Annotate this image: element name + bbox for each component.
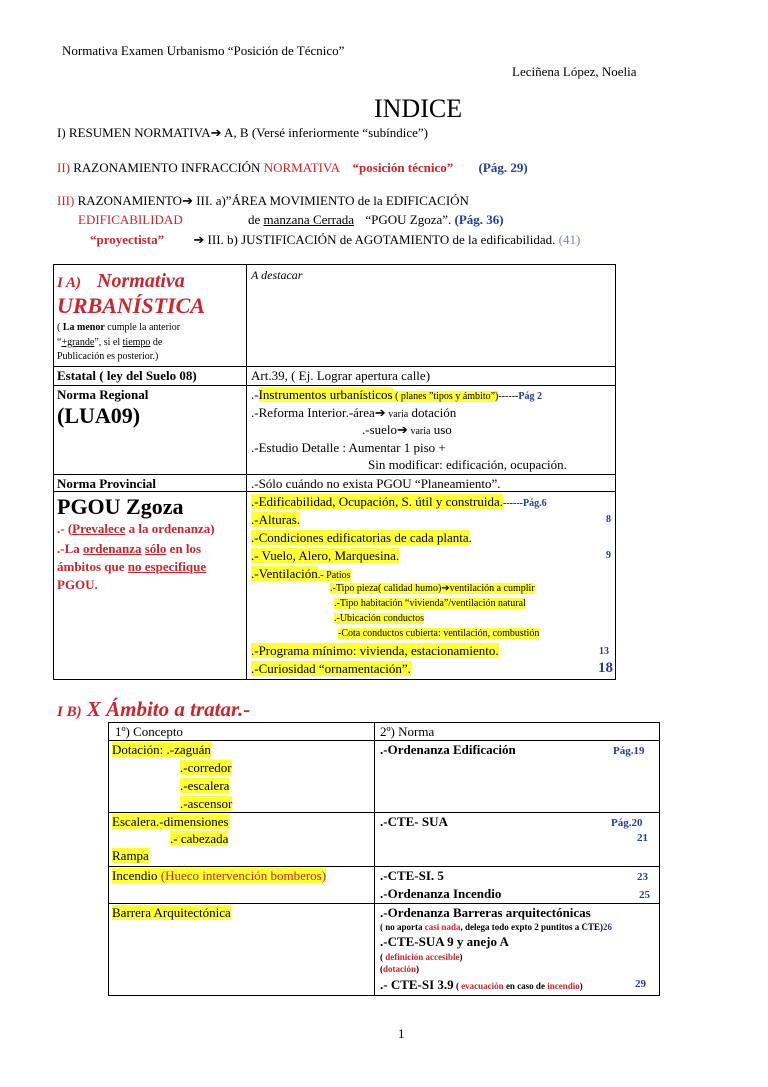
estatal-value: Art.39, ( Ej. Lograr apertura calle) xyxy=(251,368,431,383)
right-arrow-icon: ➔ xyxy=(193,232,205,247)
index-line-5-page: (41) xyxy=(558,232,581,247)
note-text: .- ( xyxy=(57,521,73,536)
index-line-3-rest: III. a)”ÁREA MOVIMIENTO de la EDIFICACIÓN xyxy=(192,193,469,208)
index-line-4-edificabilidad: EDIFICABILIDAD xyxy=(78,212,183,227)
table-a-border-left xyxy=(53,264,54,680)
table-b-border xyxy=(108,866,660,867)
pgou-item-7-page: 18 xyxy=(598,660,613,676)
item-text: ( planes ”tipos y ámbito”) xyxy=(392,391,499,402)
note-text: de xyxy=(150,337,163,348)
note-text: ( xyxy=(57,322,63,333)
table-a-note-3: Publicación es posterior.) xyxy=(57,351,159,362)
row3-page-1: 23 xyxy=(637,871,648,883)
note-text: a la ordenanza) xyxy=(125,521,215,536)
note-text: ámbitos que xyxy=(57,559,128,574)
pgou-note-1 xyxy=(57,521,215,537)
note-text: La menor xyxy=(62,322,105,333)
index-line-4-sep: ”. xyxy=(442,212,455,227)
row1-norma: .-Ordenanza Edificación xyxy=(380,742,516,757)
item-text: .-Tipo habitación “vivienda”/ventilación natural xyxy=(334,598,526,609)
item-text: .-Edificabilidad, Ocupación, S. útil y construida. xyxy=(251,494,503,509)
item-text: .-corredor xyxy=(180,760,232,775)
pgou-subitem-4 xyxy=(338,628,539,639)
provincial-label: Norma Provincial xyxy=(57,476,157,491)
note-text: ordenanza xyxy=(83,541,142,556)
index-line-1-rest: A, B (Versé inferiormente “subíndice”) xyxy=(221,125,428,140)
item-text: .-zaguán xyxy=(163,742,211,757)
item-text: ------ xyxy=(503,498,523,509)
row2-norma: .-CTE- SUA xyxy=(380,814,448,829)
right-arrow-icon: ➔ xyxy=(374,405,386,420)
pgou-item-4 xyxy=(251,548,399,564)
row4-concept xyxy=(112,905,231,921)
note-text: definición accesible xyxy=(385,952,460,962)
table-b-border xyxy=(108,903,660,904)
note-text: no especifique xyxy=(127,559,207,574)
item-text: varia xyxy=(407,426,431,437)
table-b-border-bottom xyxy=(108,995,660,996)
item-text: dotación xyxy=(408,405,457,420)
table-a-note-1 xyxy=(57,322,180,333)
pgou-subitem-2 xyxy=(334,598,526,609)
row3-norma-1: .-CTE-SI. 5 xyxy=(380,868,444,883)
note-text: sólo xyxy=(144,541,167,556)
item-text: .-Curiosidad “ornamentación”. xyxy=(251,661,411,676)
row1-page: Pág.19 xyxy=(613,745,645,757)
row1-concept-2 xyxy=(180,760,232,776)
note-page: 26 xyxy=(603,922,613,932)
pgou-item-5 xyxy=(251,566,351,582)
regional-label: Norma Regional xyxy=(57,387,149,402)
page-title: INDICE xyxy=(374,94,463,123)
index-line-2 xyxy=(57,160,528,176)
item-text: varia xyxy=(385,409,409,420)
note-text: “ xyxy=(57,337,62,348)
index-line-5-text: III. b) JUSTIFICACIÓN de AGOTAMIENTO de la edificabilidad. xyxy=(204,232,559,247)
item-text: .-Reforma Interior.-área xyxy=(251,405,375,420)
table-b-border xyxy=(108,812,660,813)
table-b-border-top xyxy=(108,722,660,723)
pgou-subitem-3 xyxy=(334,613,424,624)
note-text: ”, si el xyxy=(94,337,123,348)
header-left: Normativa Examen Urbanismo “Posición de Técnico” xyxy=(62,43,345,58)
index-line-5 xyxy=(90,232,580,248)
item-text: Barrera Arquitectónica xyxy=(112,905,231,920)
note-text: incendio xyxy=(547,981,580,991)
header-right: Leciñena López, Noelia xyxy=(512,64,637,79)
item-text: .- xyxy=(251,387,259,402)
note-text: ( xyxy=(453,981,462,991)
index-line-2-page: (Pág. 29) xyxy=(478,160,528,175)
regional-item-3 xyxy=(362,422,452,438)
page-number: 1 xyxy=(398,1026,405,1041)
item-text: .- Patios xyxy=(317,570,351,581)
item-text: .-Tipo pieza( calidad humo) xyxy=(330,583,442,594)
pgou-note-2 xyxy=(57,541,201,557)
right-arrow-icon: ➔ xyxy=(397,422,408,437)
row4-note-3 xyxy=(380,964,419,974)
note-text: ( xyxy=(380,964,383,974)
item-text: .-Ubicación conductos xyxy=(334,613,424,624)
pgou-item-6-page: 13 xyxy=(599,646,609,657)
item-text: Dotación: xyxy=(112,742,164,757)
pgou-item-7 xyxy=(251,661,411,677)
table-a-heading-word2: URBANÍSTICA xyxy=(57,293,205,318)
pgou-item-4-page: 9 xyxy=(606,550,611,561)
row4-note-1 xyxy=(380,922,612,932)
section-b-title: X Ámbito a tratar.- xyxy=(81,697,251,721)
index-line-1-text: I) RESUMEN NORMATIVA xyxy=(57,125,211,140)
regional-item-4: .-Estudio Detalle : Aumentar 1 piso + xyxy=(251,440,446,455)
index-line-2-position: “posición técnico” xyxy=(352,160,454,175)
regional-item-5: Sin modificar: edificación, ocupación. xyxy=(368,457,567,472)
table-a-border-right xyxy=(615,264,616,680)
note-text: tiempo xyxy=(122,337,151,348)
row3-norma-2: .-Ordenanza Incendio xyxy=(380,886,502,901)
item-page: Pág.6 xyxy=(522,498,547,509)
table-b-border-left xyxy=(108,722,109,996)
row3-page-2: 25 xyxy=(639,889,650,901)
index-line-2-normativa: NORMATIVA xyxy=(263,160,340,175)
right-arrow-icon: ➔ xyxy=(182,193,193,208)
note-text: evacuación xyxy=(461,981,504,991)
table-a-border-mid xyxy=(246,264,247,680)
index-line-3 xyxy=(57,193,469,209)
item-text: Incendio xyxy=(112,868,158,883)
row2-concept-2 xyxy=(170,831,228,847)
item-text: ------ xyxy=(498,391,519,402)
item-text: uso xyxy=(430,422,452,437)
index-line-5-proyectista: “proyectista” xyxy=(90,232,165,247)
table-b-border xyxy=(108,740,660,741)
pgou-note-3 xyxy=(57,559,206,575)
note-text: ) xyxy=(459,952,463,962)
item-text: Escalera.-dimensiones xyxy=(112,814,229,829)
row1-concept-4 xyxy=(180,796,232,812)
note-text: ( no aporta xyxy=(380,922,425,932)
table-b-border-right xyxy=(659,722,660,996)
item-text: Rampa xyxy=(112,848,149,863)
item-page: Pág 2 xyxy=(518,391,542,402)
table-b-border-mid xyxy=(374,722,375,996)
index-line-3-text: RAZONAMIENTO xyxy=(74,193,183,208)
index-line-2-number: II) xyxy=(57,160,70,175)
item-text: .-ascensor xyxy=(180,796,233,811)
table-b-col-norma: 2º) Norma xyxy=(380,724,435,739)
note-text: , delega todo expto 2 puntitos a CTE) xyxy=(460,922,604,932)
table-b-col-concepto: 1º) Concepto xyxy=(115,724,183,739)
table-a-heading-number: I A) xyxy=(57,275,82,291)
table-a-border xyxy=(53,474,616,475)
item-text: Instrumentos urbanísticos xyxy=(258,387,393,402)
estatal-label: Estatal ( ley del Suelo 08) xyxy=(57,368,197,383)
item-text: .-Alturas. xyxy=(251,512,301,527)
row4-note-2 xyxy=(380,952,463,962)
regional-item-1 xyxy=(251,387,542,403)
item-text: .- cabezada xyxy=(170,831,229,846)
item-text: .- CTE-SI 3.9 xyxy=(380,977,454,992)
index-line-4-pgou: “PGOU Zgoza xyxy=(365,212,443,227)
item-text: .- Vuelo, Alero, Marquesina. xyxy=(251,548,400,563)
table-a-right-header: A destacar xyxy=(251,268,303,282)
row4-norma-1: .-Ordenanza Barreras arquitectónicas xyxy=(380,905,591,920)
index-line-4 xyxy=(78,212,504,228)
item-text: .-escalera xyxy=(180,778,230,793)
regional-item-2 xyxy=(251,405,456,421)
table-a-border xyxy=(53,366,616,367)
table-a-border xyxy=(53,385,616,386)
note-text: ( xyxy=(380,952,386,962)
note-text: cumple la anterior xyxy=(104,322,181,333)
index-line-1 xyxy=(57,125,428,141)
pgou-item-1 xyxy=(251,494,547,510)
item-text: .-suelo xyxy=(362,422,398,437)
section-b-heading xyxy=(57,697,250,722)
item-text: .-Programa mínimo: vivienda, estacionamiento. xyxy=(251,643,499,658)
note-text: ) xyxy=(579,981,583,991)
table-a-note-2 xyxy=(57,337,162,348)
row4-norma-2: .-CTE-SUA 9 y anejo A xyxy=(380,934,509,949)
row3-concept xyxy=(112,868,326,884)
table-a-heading xyxy=(57,270,185,293)
table-a-border-top xyxy=(53,264,616,265)
note-text: dotación xyxy=(383,964,417,974)
provincial-value: .-Sólo cuándo no exista PGOU “Planeamiento”. xyxy=(251,476,501,491)
regional-code: (LUA09) xyxy=(57,403,141,428)
pgou-item-6 xyxy=(251,643,499,659)
item-text: .-Condiciones edificatorias de cada planta xyxy=(251,530,469,545)
row4-norma-3 xyxy=(380,976,583,994)
pgou-item-2 xyxy=(251,512,300,528)
index-line-4-page: (Pág. 36) xyxy=(454,212,504,227)
table-a-border-bottom xyxy=(53,679,616,680)
index-line-3-number: III) xyxy=(57,193,75,208)
row1-concept xyxy=(112,742,211,758)
row4-page: 29 xyxy=(635,978,646,990)
row2-page-1: Pág.20 xyxy=(611,817,643,829)
row2-page-2: 21 xyxy=(637,832,648,844)
pgou-title: PGOU Zgoza xyxy=(57,494,184,519)
index-line-4-de: de xyxy=(247,212,264,227)
item-text: ventilación a cumplir xyxy=(449,583,535,594)
item-text: . xyxy=(468,530,472,545)
pgou-item-2-page: 8 xyxy=(606,514,611,525)
note-text: en caso de xyxy=(503,981,548,991)
index-line-2-text: RAZONAMIENTO INFRACCIÓN xyxy=(70,160,264,175)
item-text: .-Ventilación xyxy=(251,566,318,581)
item-text: (Hueco intervención bomberos) xyxy=(157,868,327,883)
row2-concept xyxy=(112,814,229,830)
row2-concept-3 xyxy=(112,848,149,864)
pgou-subitem-1 xyxy=(330,583,535,594)
item-text: -Cota conductos cubierta: ventilación, combustión xyxy=(338,628,540,639)
index-line-4-manzana: manzana Cerrada xyxy=(263,212,355,227)
table-a-heading-word1: Normativa xyxy=(97,270,185,292)
row1-concept-3 xyxy=(180,778,229,794)
note-text: casi nada xyxy=(424,922,461,932)
pgou-note-4: PGOU. xyxy=(57,577,98,592)
pgou-item-3 xyxy=(251,530,472,546)
note-text: Prevalece xyxy=(72,521,126,536)
right-arrow-icon: ➔ xyxy=(210,125,222,140)
note-text: +grande xyxy=(61,337,95,348)
note-text: en los xyxy=(166,541,202,556)
right-arrow-icon: ➔ xyxy=(441,583,450,594)
section-b-number: I B) xyxy=(57,704,82,720)
note-text: ) xyxy=(416,964,420,974)
note-text: .-La xyxy=(57,541,83,556)
